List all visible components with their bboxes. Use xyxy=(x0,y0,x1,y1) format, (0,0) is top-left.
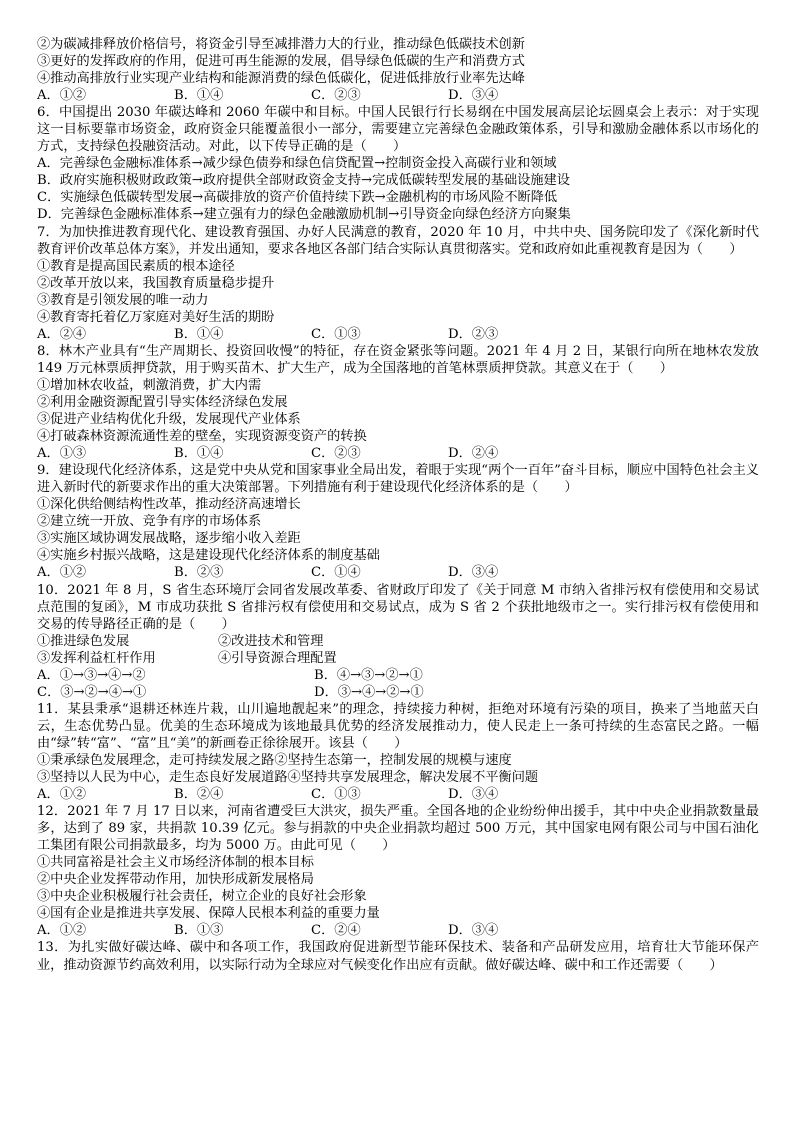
q10-items-row-1 xyxy=(37,633,759,650)
document-page xyxy=(37,36,759,974)
q8-item-4: ④打破森林资源流通性差的壁垒，实现资源变资产的转换 xyxy=(37,429,367,445)
q5-item-4: ④推动高排放行业实现产业结构和能源消费的绿色低碳化，促进低排放行业率先达峰 xyxy=(37,71,525,87)
q12-item-4: ④国有企业是推进共享发展、保障人民根本利益的重要力量 xyxy=(37,906,380,922)
q5-option-a: A．①② xyxy=(37,88,87,104)
q12-options xyxy=(37,922,759,939)
q13-stem: 13．为扎实做好碳达峰、碳中和各项工作，我国政府促进新型节能环保技术、装备和产品研发应用，培育壮大节能环保产业，推动资源节约高效利用，以实际行动为全球应对气候变化作出应有贡献。做好碳达峰、碳中和工作还需要（ ） xyxy=(37,940,759,973)
q7-stem: 7．为加快推进教育现代化、建设教育强国、办好人民满意的教育，2020 年 10 月，中共中央、国务院印发了《深化新时代教育评价改革总体方案》，并发出通知，要求各地区各部门结合实际认真贯彻落实。党和政府如此重视教育是因为（ ） xyxy=(37,224,759,257)
q7-item-4: ④教育寄托着亿万家庭对美好生活的期盼 xyxy=(37,309,275,325)
q10-item-4: ④引导资源合理配置 xyxy=(218,650,337,666)
q11-option-b: B．②④ xyxy=(174,787,224,803)
q12-stem: 12．2021 年 7 月 17 日以来，河南省遭受巨大洪灾，损失严重。全国各地的企业纷纷伸出援手，其中中央企业捐款数量最多，达到了 89 家，共捐款 10.39 亿元。参与捐款的中央企业捐款均超过 500 万元，其中国家电网有限公司与中国石油化工集团有限公司捐款最多，均为 5000 万。由此可见（ ） xyxy=(37,804,759,854)
q9-option-c: C．①④ xyxy=(311,565,361,581)
q12-option-b: B．①③ xyxy=(174,923,224,939)
q10-item-1: ①推进绿色发展 xyxy=(37,633,130,649)
q8-option-d: D．②④ xyxy=(448,446,499,462)
q5-options xyxy=(37,87,759,104)
q12-item-1: ①共同富裕是社会主义市场经济体制的根本目标 xyxy=(37,855,314,871)
q7-item-2: ②改革开放以来，我国教育质量稳步提升 xyxy=(37,275,275,291)
q10-item-3: ③发挥利益杠杆作用 xyxy=(37,650,156,666)
q8-option-b: B．①④ xyxy=(174,446,224,462)
q9-option-b: B．②③ xyxy=(174,565,224,581)
q5-option-c: C．②③ xyxy=(311,88,361,104)
q9-item-4: ④实施乡村振兴战略，这是建设现代化经济体系的制度基础 xyxy=(37,548,380,564)
q12-option-d: D．③④ xyxy=(448,923,499,939)
q6-stem: 6．中国提出 2030 年碳达峰和 2060 年碳中和目标。中国人民银行行长易纲在中国发展高层论坛圆桌会上表示：对于实现这一目标要靠市场资金，政府资金只能覆盖很小一部分，需要建立完善绿色金融政策体系，引导和激励金融体系以市场化的方式，支持绿色投融资活动。对此，以下传导正确的是（ ） xyxy=(37,105,759,155)
q10-option-c: C．③→②→④→① xyxy=(37,684,147,700)
q11-option-a: A．①② xyxy=(37,787,87,803)
q7-item-1: ①教育是提高国民素质的根本途径 xyxy=(37,258,235,274)
q7-item-3: ③教育是引领发展的唯一动力 xyxy=(37,292,209,308)
q7-option-b: B．①④ xyxy=(174,326,224,342)
q9-option-a: A．①② xyxy=(37,565,87,581)
q7-option-a: A．②④ xyxy=(37,326,87,342)
q7-option-d: D．②③ xyxy=(448,326,499,342)
q10-option-b: B．④→③→②→① xyxy=(314,667,423,683)
q8-item-2: ②利用金融资源配置引导实体经济绿色发展 xyxy=(37,394,288,410)
q9-item-1: ①深化供给侧结构性改革，推动经济高速增长 xyxy=(37,497,301,513)
q7-options xyxy=(37,326,759,343)
q10-options-row-1 xyxy=(37,667,759,684)
q6-choice-d: D．完善绿色金融标准体系→建立强有力的绿色金融激励机制→引导资金向绿色经济方向聚集 xyxy=(37,207,571,223)
q8-options xyxy=(37,445,759,462)
q6-choice-a: A．完善绿色金融标准体系→减少绿色债券和绿色信贷配置→控制资金投入高碳行业和领域 xyxy=(37,156,557,172)
q5-item-3: ③更好的发挥政府的作用，促进可再生能源的发展，倡导绿色低碳的生产和消费方式 xyxy=(37,54,525,70)
q8-option-c: C．②③ xyxy=(311,446,361,462)
q9-options xyxy=(37,564,759,581)
q12-item-2: ②中央企业发挥带动作用，加快形成新发展格局 xyxy=(37,872,314,888)
q9-option-d: D．③④ xyxy=(448,565,499,581)
q8-stem: 8．林木产业具有“生产周期长、投资回收慢”的特征，存在资金紧张等问题。2021 年 4 月 2 日，某银行向所在地林农发放 149 万元林票质押贷款，用于购买苗木、扩大生产，成为全国落地的首笔林票质押贷款。其意义在于（ ） xyxy=(37,343,759,376)
q9-stem: 9．建设现代化经济体系，这是党中央从党和国家事业全局出发，着眼于实现“两个一百年”奋斗目标，顺应中国特色社会主义进入新时代的新要求作出的重大决策部署。下列措施有利于建设现代化经济体系的是（ ） xyxy=(37,463,759,496)
q11-stem: 11．某县秉承“退耕还林连片栽，山川遍地靓起来”的理念，持续接力种树，拒绝对环境有污染的项目，换来了当地蓝天白云，生态优势凸显。优美的生态环境成为该地最具优势的经济发展推动力，使人民走上一条可持续的生态富民之路。一幅由“绿”转“富”、“富”且“美”的新画卷正徐徐展开。该县（ ） xyxy=(37,701,759,751)
q8-item-1: ①增加林农收益，刺激消费，扩大内需 xyxy=(37,377,262,393)
q6-choice-c: C．实施绿色低碳转型发展→高碳排放的资产价值持续下跌→金融机构的市场风险不断降低 xyxy=(37,190,558,206)
q10-option-d: D．③→④→②→① xyxy=(314,684,424,700)
q12-item-3: ③中央企业积极履行社会责任，树立企业的良好社会形象 xyxy=(37,889,367,905)
q10-options-row-2 xyxy=(37,684,759,701)
q5-option-b: B．①④ xyxy=(174,88,224,104)
q10-item-2: ②改进技术和管理 xyxy=(218,633,324,649)
q12-option-c: C．②④ xyxy=(311,923,361,939)
q9-item-3: ③实施区域协调发展战略，逐步缩小收入差距 xyxy=(37,531,301,547)
q6-choice-b: B．政府实施积极财政政策→政府提供全部财政资金支持→完成低碳转型发展的基础设施建设 xyxy=(37,173,570,189)
q11-items-1-2: ①秉承绿色发展理念，走可持续发展之路②坚持生态第一，控制发展的规模与速度 xyxy=(37,752,512,768)
q8-item-3: ③促进产业结构优化升级，发展现代产业体系 xyxy=(37,412,301,428)
q10-option-a: A．①→③→④→② xyxy=(37,667,146,683)
q5-option-d: D．③④ xyxy=(448,88,499,104)
q8-option-a: A．①③ xyxy=(37,446,87,462)
q12-option-a: A．①② xyxy=(37,923,87,939)
q10-stem: 10．2021 年 8 月，S 省生态环境厅会同省发展改革委、省财政厅印发了《关于同意 M 市纳入省排污权有偿使用和交易试点范围的复函》，M 市成功获批 S 省排污权有偿使用和交易试点，成为 S 省 2 个获批地级市之一。实行排污权有偿使用和交易的传导路径正确的是（ ） xyxy=(37,582,759,632)
q10-items-row-2 xyxy=(37,650,759,667)
q7-option-c: C．①③ xyxy=(311,326,361,342)
q11-option-c: C．①③ xyxy=(311,787,361,803)
q11-option-d: D．③④ xyxy=(448,787,499,803)
q5-item-2: ②为碳减排释放价格信号，将资金引导至减排潜力大的行业，推动绿色低碳技术创新 xyxy=(37,37,525,52)
q11-options xyxy=(37,786,759,803)
q11-items-3-4: ③坚持以人民为中心，走生态良好发展道路④坚持共享发展理念，解决发展不平衡问题 xyxy=(37,770,539,786)
q9-item-2: ②建立统一开放、竞争有序的市场体系 xyxy=(37,514,262,530)
